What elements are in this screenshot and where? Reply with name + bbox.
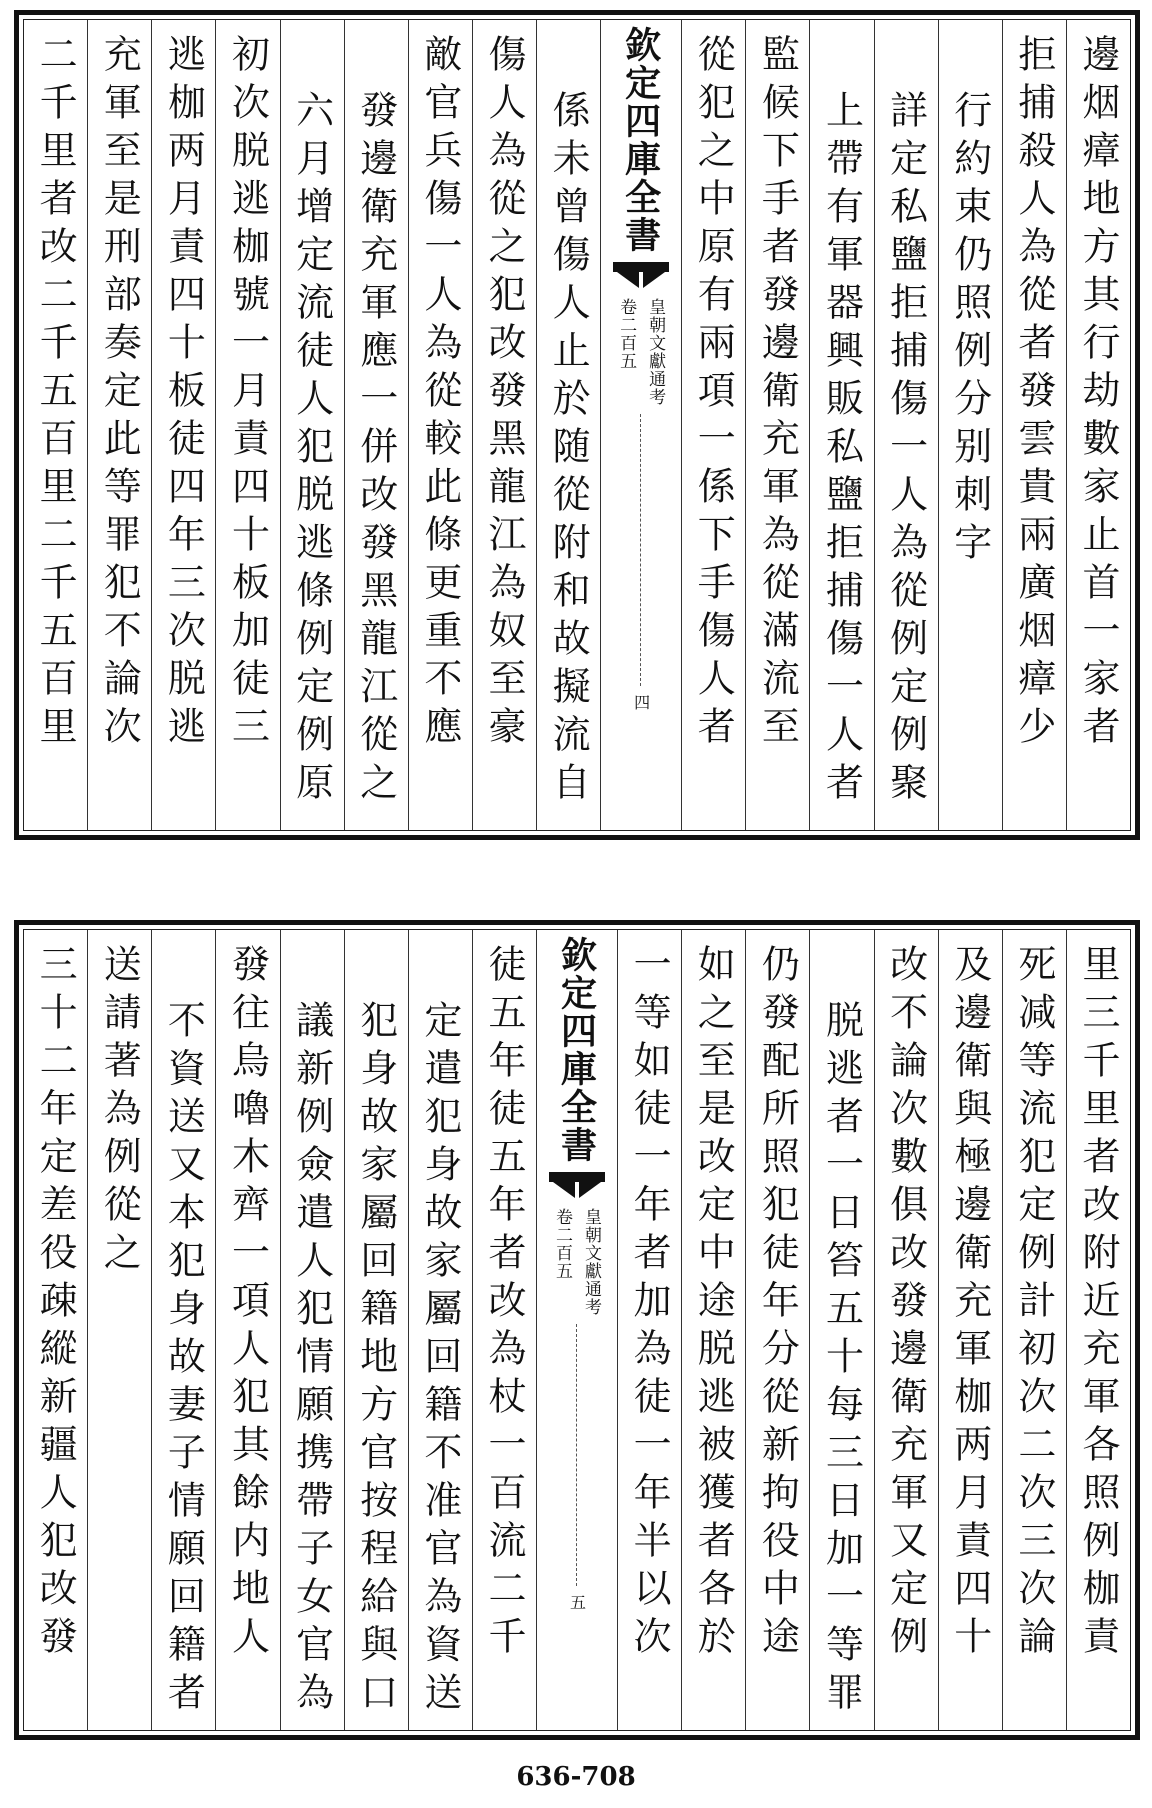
column-text: 三十二年定差役疎縱新疆人犯改發 — [33, 944, 78, 1664]
text-column — [874, 930, 938, 1730]
text-column — [681, 930, 745, 1730]
column-text: 六月增定流徒人犯脱逃條例定例原 — [289, 90, 334, 810]
text-column — [344, 930, 408, 1730]
fishtail-mark — [613, 262, 669, 290]
column-text: 定遣犯身故家屬回籍不准官為資送 — [417, 1000, 462, 1720]
column-text: 充軍至是刑部奏定此等罪犯不論次 — [97, 34, 142, 754]
spine-divider — [640, 414, 642, 686]
column-text: 發往烏嚕木齊一項人犯其餘内地人 — [225, 944, 270, 1664]
column-text: 不資送又本犯身故妻子情願回籍者 — [161, 1000, 206, 1720]
text-column — [809, 930, 873, 1730]
center-spine — [536, 930, 617, 1730]
text-column — [344, 20, 408, 830]
spine-divider — [576, 1324, 578, 1586]
column-text: 上帶有軍器興販私鹽拒捕傷一人者 — [819, 90, 864, 810]
text-column — [24, 930, 87, 1730]
text-column — [874, 20, 938, 830]
column-text: 二千里者改二千五百里二千五百里 — [33, 34, 78, 754]
column-text: 監候下手者發邊衛充軍為從滿流至 — [755, 34, 800, 754]
text-column — [280, 20, 344, 830]
column-text: 里三千里者改附近充軍各照例枷責 — [1076, 944, 1120, 1664]
text-column — [472, 930, 536, 1730]
folio-number: 四 — [631, 694, 651, 710]
column-text: 拒捕殺人為從者發雲貴兩廣烟瘴少 — [1011, 34, 1056, 754]
text-column — [151, 930, 215, 1730]
page-lower — [14, 920, 1140, 1740]
text-column — [87, 20, 151, 830]
column-text: 仍發配所照犯徒年分從新拘役中途 — [755, 944, 800, 1664]
column-text: 犯身故家屬回籍地方官按程給與口 — [353, 1000, 398, 1720]
text-column — [938, 930, 1002, 1730]
text-column — [809, 20, 873, 830]
column-text: 發邊衛充軍應一併改發黑龍江從之 — [353, 90, 398, 810]
spine-subtitle — [614, 298, 668, 406]
column-text: 如之至是改定中途脱逃被獲者各於 — [691, 944, 736, 1664]
text-column — [1002, 930, 1066, 1730]
column-text: 及邊衛與極邊衛充軍枷两月責四十 — [947, 944, 992, 1664]
spine-volume: 卷二百五 — [616, 298, 637, 370]
text-column — [1066, 20, 1130, 830]
text-column — [215, 930, 279, 1730]
column-text: 改不論次數俱改發邊衛充軍又定例 — [883, 944, 928, 1664]
folio-number: 五 — [567, 1594, 587, 1610]
text-column — [24, 20, 87, 830]
column-text: 從犯之中原有兩項一係下手傷人者 — [691, 34, 736, 754]
text-column — [536, 20, 600, 830]
column-text: 死减等流犯定例計初次二次三次論 — [1011, 944, 1056, 1664]
text-column — [151, 20, 215, 830]
column-text: 議新例僉遣人犯情願携帶子女官為 — [289, 1000, 334, 1720]
spine-volume: 卷二百五 — [552, 1208, 572, 1280]
page-number: 636-708 — [516, 1762, 636, 1792]
text-columns — [24, 20, 1130, 830]
text-column — [215, 20, 279, 830]
page-upper — [14, 10, 1140, 840]
page-frame — [23, 929, 1131, 1731]
text-column — [408, 20, 472, 830]
center-spine — [600, 20, 681, 830]
text-column — [617, 930, 681, 1730]
column-text: 詳定私鹽拒捕傷一人為從例定例聚 — [883, 90, 928, 810]
column-text: 係未曾傷人止於随從附和故擬流自 — [546, 90, 591, 810]
spine-book-name: 皇朝文獻通考 — [581, 1208, 601, 1316]
column-text: 徒五年徒五年者改為杖一百流二千 — [482, 944, 526, 1664]
text-column — [87, 930, 151, 1730]
text-column — [280, 930, 344, 1730]
text-column — [1002, 20, 1066, 830]
text-column — [472, 20, 536, 830]
fishtail-mark — [549, 1172, 605, 1200]
text-column — [1066, 930, 1130, 1730]
spine-book-name: 皇朝文獻通考 — [645, 298, 666, 406]
column-text: 逃枷两月責四十板徒四年三次脱逃 — [161, 34, 206, 754]
text-column — [745, 20, 809, 830]
spine-subtitle — [550, 1208, 604, 1316]
column-text: 脱逃者一日笞五十每三日加一等罪 — [819, 1000, 864, 1720]
text-column — [938, 20, 1002, 830]
page-frame — [23, 19, 1131, 831]
column-text: 行約束仍照例分别刺字 — [947, 90, 992, 570]
column-text: 邊烟瘴地方其行劫數家止首一家者 — [1076, 34, 1120, 754]
text-column — [408, 930, 472, 1730]
column-text: 一等如徒一年者加為徒一年半以次 — [627, 944, 672, 1664]
book-title: 欽定四庫全書 — [555, 936, 598, 1164]
column-text: 傷人為從之犯改發黑龍江為奴至豪 — [482, 34, 526, 754]
text-columns — [24, 930, 1130, 1730]
book-title: 欽定四庫全書 — [619, 26, 662, 254]
column-text: 送請著為例從之 — [97, 944, 142, 1280]
column-text: 初次脱逃枷號一月責四十板加徒三 — [225, 34, 270, 754]
text-column — [745, 930, 809, 1730]
column-text: 敵官兵傷一人為從較此條更重不應 — [417, 34, 462, 754]
text-column — [681, 20, 745, 830]
